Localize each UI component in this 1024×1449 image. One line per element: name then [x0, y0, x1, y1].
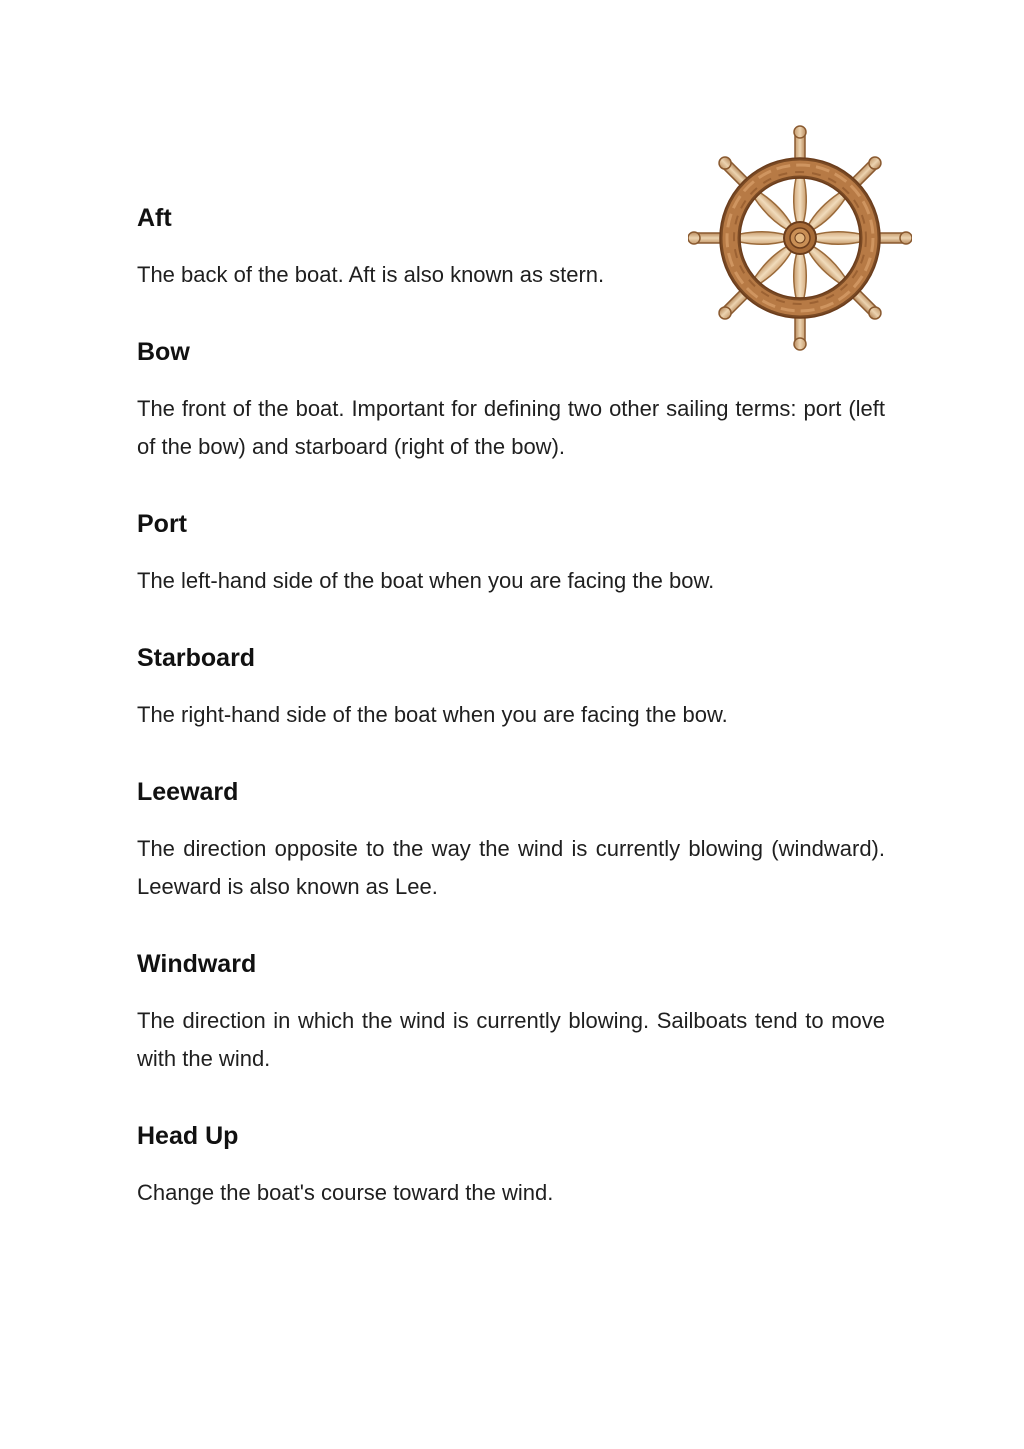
term-title: Head Up: [137, 1122, 239, 1150]
term-title: Windward: [137, 950, 257, 978]
term-definition: The direction in which the wind is currently blowing. Sailboats tend to move with the wind.: [137, 1008, 885, 1071]
term-aft: [137, 200, 885, 294]
glossary: [137, 200, 885, 1212]
term-port: [137, 506, 885, 600]
term-definition: Change the boat's course toward the wind.: [137, 1180, 554, 1205]
term-leeward: [137, 774, 885, 906]
term-starboard: [137, 640, 885, 734]
term-definition: The front of the boat. Important for defining two other sailing terms: port (left of the bow) and starboard (right of the bow).: [137, 396, 885, 459]
term-definition: The back of the boat. Aft is also known as stern.: [137, 262, 605, 287]
term-definition: The right-hand side of the boat when you are facing the bow.: [137, 702, 728, 727]
term-windward: [137, 946, 885, 1078]
term-title: Port: [137, 510, 187, 538]
term-title: Bow: [137, 338, 190, 366]
term-title: Leeward: [137, 778, 239, 806]
term-definition: The left-hand side of the boat when you are facing the bow.: [137, 568, 715, 593]
term-definition: The direction opposite to the way the wind is currently blowing (windward). Leeward is also known as Lee.: [137, 836, 885, 899]
term-head-up: [137, 1118, 885, 1212]
term-bow: [137, 334, 885, 466]
term-title: Starboard: [137, 644, 256, 672]
term-title: Aft: [137, 204, 172, 232]
